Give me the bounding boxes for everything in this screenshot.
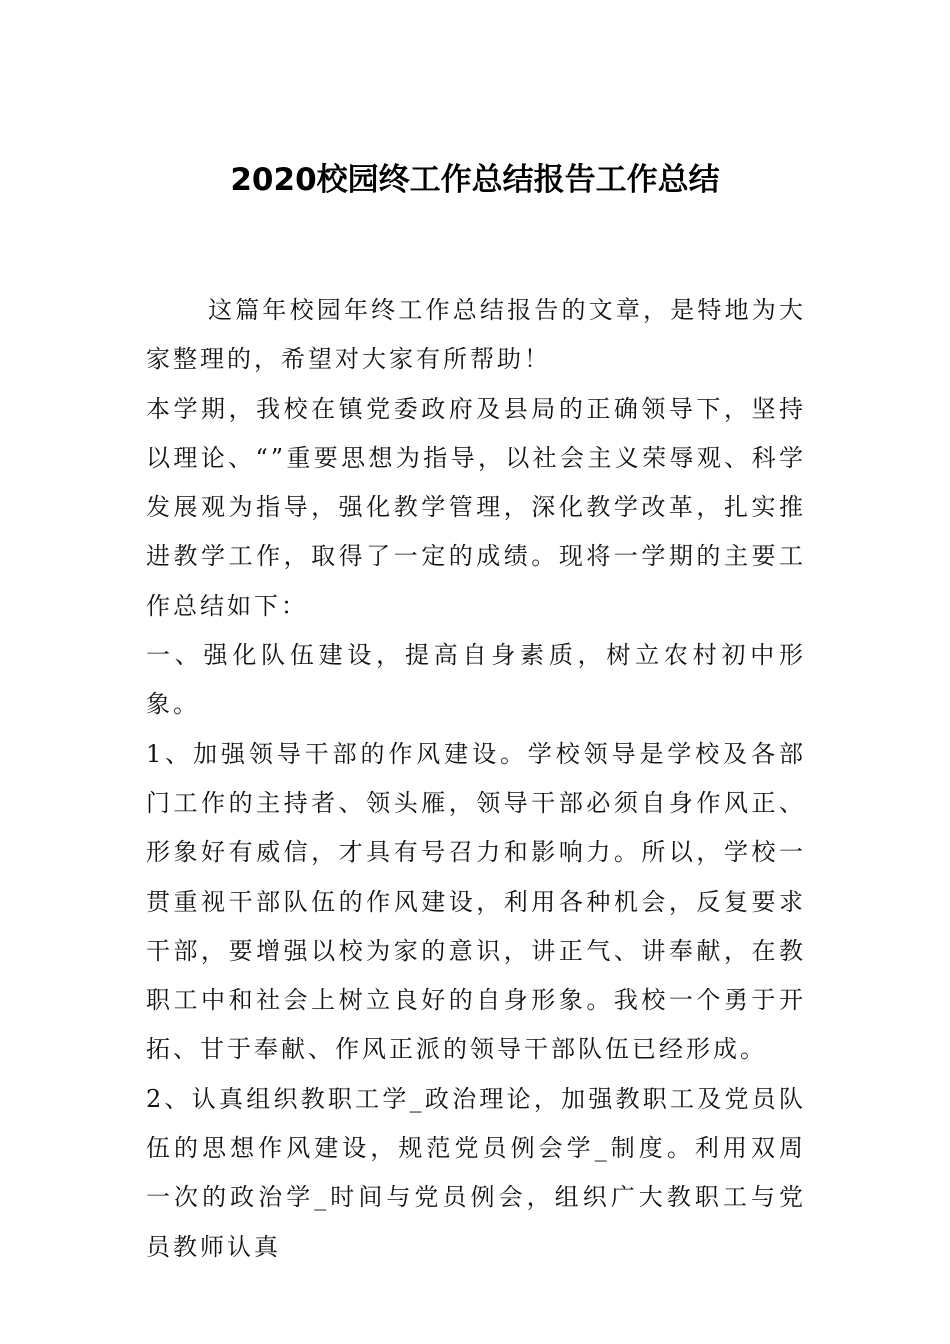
body-paragraph: 本学期，我校在镇党委政府及县局的正确领导下，坚持以理论、“”重要思想为指导，以社会主义荣辱观、科学发展观为指导，强化教学管理，深化教学改革，扎实推进教学工作，取得了一定的成绩。现将一学期的主要工作总结如下：	[146, 394, 806, 620]
document-title: 2020校园终工作总结报告工作总结	[230, 162, 720, 198]
body-paragraph: 2、认真组织教职工学_政治理论，加强教职工及党员队伍的思想作风建设，规范党员例会学_制度。利用双周一次的政治学_时间与党员例会，组织广大教职工与党员教师认真	[146, 1084, 806, 1261]
document-body	[146, 286, 806, 1272]
intro-paragraph: 这篇年校园年终工作总结报告的文章，是特地为大家整理的，希望对大家有所帮助！	[146, 296, 806, 374]
body-paragraph: 1、加强领导干部的作风建设。学校领导是学校及各部门工作的主持者、领头雁，领导干部必须自身作风正、形象好有威信，才具有号召力和影响力。所以，学校一贯重视干部队伍的作风建设，利用各种机会，反复要求干部，要增强以校为家的意识，讲正气、讲奉献，在教职工中和社会上树立良好的自身形象。我校一个勇于开拓、甘于奉献、作风正派的领导干部队伍已经形成。	[146, 739, 806, 1064]
section-heading: 一、强化队伍建设，提高自身素质，树立农村初中形象。	[146, 641, 806, 719]
